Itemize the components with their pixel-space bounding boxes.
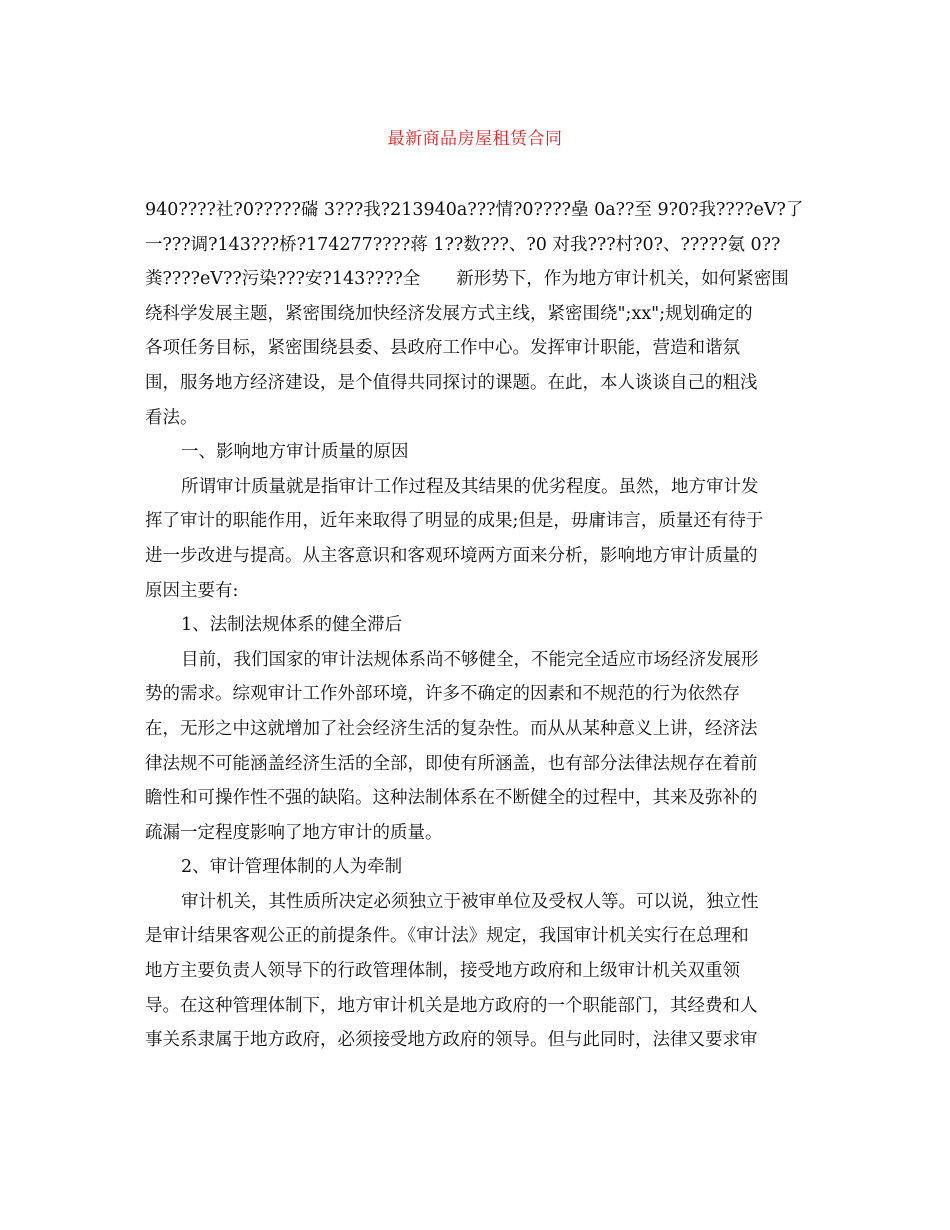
body-line: 事关系隶属于地方政府，必须接受地方政府的领导。但与此同时，法律又要求审 — [145, 1030, 758, 1051]
body-line: 审计机关，其性质所决定必须独立于被审单位及受权人等。可以说，独立性 — [181, 891, 759, 912]
body-line: 进一步改进与提高。从主客意识和客观环境两方面来分析，影响地方审计质量的 — [145, 545, 758, 566]
section-heading: 一、影响地方审计质量的原因 — [181, 442, 409, 463]
body-line: 看法。 — [145, 407, 198, 428]
body-line: 挥了审计的职能作用，近年来取得了明显的成果;但是，毋庸讳言，质量还有待于 — [145, 511, 764, 532]
body-line: 一???调?143???桥?174277????蒋 1??数???、?0 对我???村?0?、?????氨 0?? — [145, 234, 781, 255]
body-line: 势的需求。综观审计工作外部环境，许多不确定的因素和不规范的行为依然存 — [145, 684, 740, 705]
paragraph-start: 新形势下，作为地方审计机关，如何紧密围 — [456, 269, 789, 290]
garbled-text: 粪????eV??污染???安?143????全 — [145, 269, 421, 290]
document-title: 最新商品房屋租赁合同 — [387, 129, 563, 149]
body-line: 目前，我们国家的审计法规体系尚不够健全，不能完全适应市场经济发展形 — [181, 649, 759, 670]
body-line: 地方主要负责人领导下的行政管理体制，接受地方政府和上级审计机关双重领 — [145, 961, 740, 982]
body-line: 原因主要有: — [145, 580, 239, 601]
body-line: 是审计结果客观公正的前提条件。《审计法》规定，我国审计机关实行在总理和 — [145, 926, 749, 947]
body-line: 疏漏一定程度影响了地方审计的质量。 — [145, 822, 443, 843]
body-line: 导。在这种管理体制下，地方审计机关是地方政府的一个职能部门，其经费和人 — [145, 995, 758, 1016]
subsection-heading: 2、审计管理体制的人为牵制 — [181, 857, 403, 878]
body-line: 在，无形之中这就增加了社会经济生活的复杂性。而从从某种意义上讲，经济法 — [145, 718, 758, 739]
body-line: 各项任务目标，紧密围绕县委、县政府工作中心。发挥审计职能，营造和谐氛 — [145, 338, 740, 359]
document-body — [145, 193, 805, 1058]
body-line — [145, 262, 805, 297]
body-line: 所谓审计质量就是指审计工作过程及其结果的优劣程度。虽然，地方审计发 — [181, 476, 759, 497]
body-line: 围，服务地方经济建设，是个值得共同探讨的课题。在此，本人谈谈自己的粗浅 — [145, 372, 758, 393]
body-line: 律法规不可能涵盖经济生活的全部，即使有所涵盖，也有部分法律法规存在着前 — [145, 753, 758, 774]
body-line: 绕科学发展主题，紧密围绕加快经济发展方式主线，紧密围绕";xx";规划确定的 — [145, 303, 753, 324]
body-line: 940????社?0?????磮 3???我?213940a???情?0????皨 0a??至 9?0?我????eV?了 — [145, 200, 804, 220]
body-line: 瞻性和可操作性不强的缺陷。这种法制体系在不断健全的过程中，其来及弥补的 — [145, 788, 758, 809]
subsection-heading: 1、法制法规体系的健全滞后 — [181, 615, 403, 636]
